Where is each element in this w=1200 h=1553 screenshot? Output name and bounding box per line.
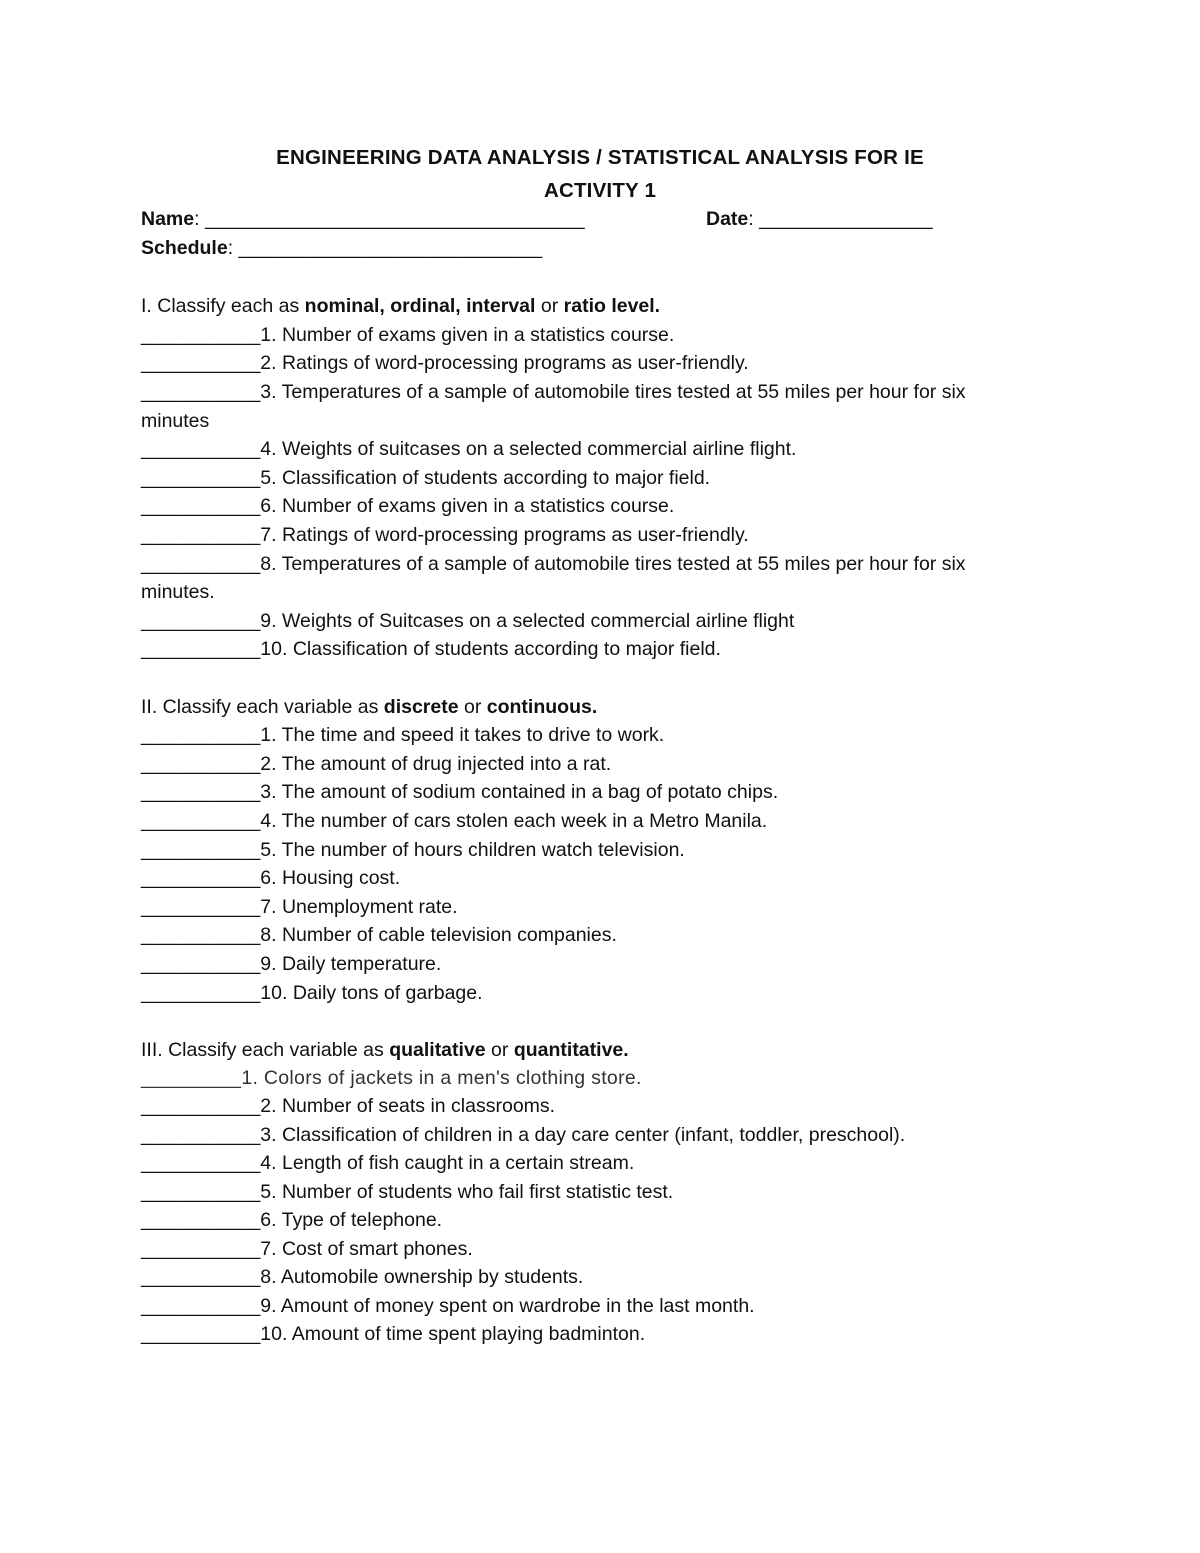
- item-text: 7. Cost of smart phones.: [260, 1238, 473, 1260]
- s1-item-3: [141, 383, 966, 403]
- s3-item-1: [141, 1069, 642, 1089]
- item-text: 3. The amount of sodium contained in a bag of potato chips.: [260, 781, 779, 803]
- item-text: 2. The amount of drug injected into a rat.: [260, 753, 612, 775]
- answer-blank[interactable]: ___________: [141, 1181, 261, 1203]
- name-blank[interactable]: : ___________________________________: [194, 208, 585, 230]
- section-3-term-b: quantitative.: [513, 1039, 629, 1061]
- answer-blank[interactable]: ___________: [141, 896, 261, 918]
- date-blank[interactable]: : ________________: [748, 208, 933, 230]
- answer-blank[interactable]: ___________: [141, 352, 261, 374]
- answer-blank[interactable]: ___________: [141, 1323, 261, 1345]
- answer-blank[interactable]: ___________: [141, 553, 261, 575]
- s2-item-7: [141, 898, 458, 918]
- item-text: 9. Weights of Suitcases on a selected commercial airline flight: [260, 610, 795, 632]
- s1-item-1: [141, 326, 674, 346]
- section-3-heading: [141, 1041, 629, 1061]
- item-text: 5. The number of hours children watch television.: [260, 839, 685, 861]
- item-text: 2. Ratings of word-processing programs as user-friendly.: [260, 352, 749, 374]
- s1-item-3-continuation: minutes: [141, 410, 210, 432]
- item-text: 1. Colors of jackets in a men's clothing store.: [241, 1067, 642, 1089]
- item-text: 10. Daily tons of garbage.: [260, 982, 483, 1004]
- s3-item-6: [141, 1211, 442, 1231]
- answer-blank[interactable]: ___________: [141, 1266, 261, 1288]
- answer-blank[interactable]: ___________: [141, 1095, 261, 1117]
- answer-blank[interactable]: ___________: [141, 467, 261, 489]
- item-text: 9. Amount of money spent on wardrobe in the last month.: [260, 1295, 755, 1317]
- section-1-prefix: I. Classify each as: [141, 295, 305, 317]
- section-2-sep: or: [458, 696, 487, 718]
- answer-blank[interactable]: ___________: [141, 1209, 261, 1231]
- section-1-heading: [141, 297, 660, 317]
- item-text: 5. Number of students who fail first statistic test.: [260, 1181, 674, 1203]
- s2-item-6: [141, 869, 400, 889]
- s1-item-7: [141, 526, 749, 546]
- s2-item-8: [141, 926, 617, 946]
- section-1-sep: or: [535, 295, 564, 317]
- date-label: Date: [706, 208, 749, 230]
- section-2-term-a: discrete: [383, 696, 459, 718]
- item-text: 6. Housing cost.: [260, 867, 401, 889]
- answer-blank[interactable]: _________: [141, 1067, 242, 1089]
- section-3-prefix: III. Classify each variable as: [141, 1039, 390, 1061]
- item-text: 10. Amount of time spent playing badminton.: [260, 1323, 646, 1345]
- answer-blank[interactable]: ___________: [141, 810, 261, 832]
- section-3-sep: or: [485, 1039, 514, 1061]
- schedule-label: Schedule: [141, 237, 228, 259]
- answer-blank[interactable]: ___________: [141, 524, 261, 546]
- s3-item-8: [141, 1268, 583, 1288]
- s3-item-4: [141, 1154, 634, 1174]
- answer-blank[interactable]: ___________: [141, 324, 261, 346]
- item-text: 1. The time and speed it takes to drive to work.: [260, 724, 665, 746]
- s1-item-5: [141, 469, 710, 489]
- item-text: 5. Classification of students according to major field.: [260, 467, 711, 489]
- answer-blank[interactable]: ___________: [141, 495, 261, 517]
- s1-item-8: [141, 555, 966, 575]
- s2-item-9: [141, 955, 441, 975]
- section-2-prefix: II. Classify each variable as: [141, 696, 384, 718]
- s1-item-8-continuation: minutes.: [141, 581, 215, 603]
- item-text: 4. Length of fish caught in a certain stream.: [260, 1152, 635, 1174]
- answer-blank[interactable]: ___________: [141, 381, 261, 403]
- s1-item-10: [141, 640, 721, 660]
- s3-item-5: [141, 1183, 673, 1203]
- answer-blank[interactable]: ___________: [141, 1152, 261, 1174]
- item-text: 6. Number of exams given in a statistics course.: [260, 495, 675, 517]
- section-1-term-a: nominal, ordinal, interval: [304, 295, 536, 317]
- item-text: 3. Temperatures of a sample of automobile tires tested at 55 miles per hour for six: [260, 381, 966, 403]
- s1-item-6: [141, 497, 674, 517]
- s2-item-2: [141, 755, 611, 775]
- answer-blank[interactable]: ___________: [141, 724, 261, 746]
- item-text: 9. Daily temperature.: [260, 953, 442, 975]
- item-text: 2. Number of seats in classrooms.: [260, 1095, 556, 1117]
- item-text: 1. Number of exams given in a statistics course.: [260, 324, 675, 346]
- item-text: 6. Type of telephone.: [260, 1209, 443, 1231]
- answer-blank[interactable]: ___________: [141, 1295, 261, 1317]
- item-text: 7. Unemployment rate.: [260, 896, 458, 918]
- answer-blank[interactable]: ___________: [141, 753, 261, 775]
- s1-item-9: [141, 612, 794, 632]
- s3-item-10: [141, 1325, 645, 1345]
- item-text: 8. Automobile ownership by students.: [260, 1266, 584, 1288]
- item-text: 10. Classification of students according to major field.: [260, 638, 721, 660]
- answer-blank[interactable]: ___________: [141, 924, 261, 946]
- answer-blank[interactable]: ___________: [141, 867, 261, 889]
- s3-item-7: [141, 1240, 473, 1260]
- item-text: 3. Classification of children in a day care center (infant, toddler, preschool).: [260, 1124, 906, 1146]
- item-text: 4. The number of cars stolen each week in a Metro Manila.: [260, 810, 768, 832]
- page-title: ENGINEERING DATA ANALYSIS / STATISTICAL ANALYSIS FOR IE: [276, 146, 924, 169]
- answer-blank[interactable]: ___________: [141, 610, 261, 632]
- answer-blank[interactable]: ___________: [141, 982, 261, 1004]
- s1-item-4: [141, 440, 796, 460]
- schedule-field-line: [141, 239, 542, 259]
- schedule-blank[interactable]: : ____________________________: [227, 237, 543, 259]
- s2-item-1: [141, 726, 664, 746]
- answer-blank[interactable]: ___________: [141, 839, 261, 861]
- section-3-term-a: qualitative: [389, 1039, 486, 1061]
- date-field-line: [706, 210, 933, 230]
- answer-blank[interactable]: ___________: [141, 781, 261, 803]
- section-2-heading: [141, 698, 597, 718]
- answer-blank[interactable]: ___________: [141, 1124, 261, 1146]
- item-text: 8. Number of cable television companies.: [260, 924, 617, 946]
- s2-item-4: [141, 812, 767, 832]
- s2-item-10: [141, 984, 483, 1004]
- page-subtitle: ACTIVITY 1: [543, 179, 657, 202]
- s3-item-9: [141, 1297, 755, 1317]
- name-label: Name: [141, 208, 195, 230]
- section-2-term-b: continuous.: [486, 696, 598, 718]
- name-field-line: [141, 210, 585, 230]
- s3-item-3: [141, 1126, 905, 1146]
- answer-blank[interactable]: ___________: [141, 953, 261, 975]
- s1-item-2: [141, 354, 749, 374]
- item-text: 8. Temperatures of a sample of automobile tires tested at 55 miles per hour for six: [260, 553, 966, 575]
- s2-item-3: [141, 783, 778, 803]
- s3-item-2: [141, 1097, 555, 1117]
- answer-blank[interactable]: ___________: [141, 1238, 261, 1260]
- item-text: 4. Weights of suitcases on a selected commercial airline flight.: [260, 438, 797, 460]
- answer-blank[interactable]: ___________: [141, 638, 261, 660]
- answer-blank[interactable]: ___________: [141, 438, 261, 460]
- item-text: 7. Ratings of word-processing programs as user-friendly.: [260, 524, 749, 546]
- section-1-term-b: ratio level.: [563, 295, 661, 317]
- s2-item-5: [141, 841, 685, 861]
